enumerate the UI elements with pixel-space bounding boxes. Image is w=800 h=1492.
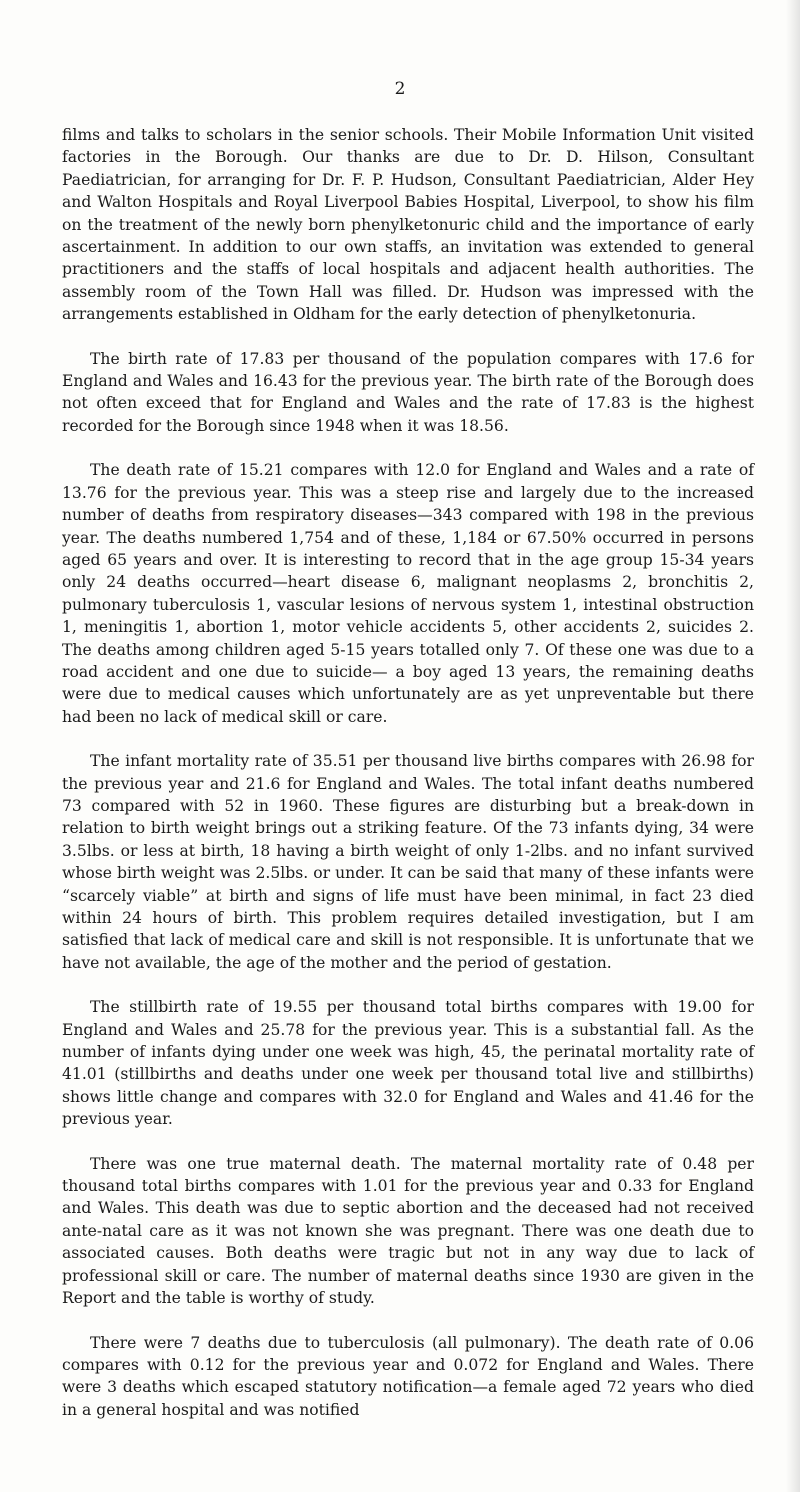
page-edge-shadow	[786, 0, 800, 1492]
paragraph-infant-mortality: The infant mortality rate of 35.51 per thousand live births compares with 26.98 for the previous year and 21.6 for England and Wales. The total infant deaths numbered 73 compared with 52 in 1960. These figures are disturbing but a break-down in relation to birth weight brings out a striking feature. Of the 73 infants dying, 34 were 3.5lbs. or less at birth, 18 having a birth weight of only 1-2lbs. and no infant survived whose birth weight was 2.5lbs. or under. It can be said that many of these infants were “scarcely viable” at birth and signs of life must have been minimal, in fact 23 died within 24 hours of birth. This problem requires detailed investigation, but I am satisfied that lack of medical care and skill is not responsible. It is unfortunate that we have not available, the age of the mother and the period of gestation.	[62, 752, 754, 972]
paragraph-birth-rate: The birth rate of 17.83 per thousand of the population compares with 17.6 for England and Wales and 16.43 for the previous year. The birth rate of the Borough does not often exceed that for England and Wales and the rate of 17.83 is the highest recorded for the Borough since 1948 when it was 18.56.	[62, 349, 754, 435]
body-text	[62, 124, 754, 1443]
paragraph-maternal-death: There was one true maternal death. The maternal mortality rate of 0.48 per thousand total births compares with 1.01 for the previous year and 0.33 for England and Wales. This death was due to septic abortion and the deceased had not received ante-natal care as it was not known she was pregnant. There was one death due to associated causes. Both deaths were tragic but not in any way due to lack of professional skill or care. The number of maternal deaths since 1930 are given in the Report and the table is worthy of study.	[62, 1154, 754, 1308]
paragraph-death-rate: The death rate of 15.21 compares with 12.0 for England and Wales and a rate of 13.76 for the previous year. This was a steep rise and largely due to the increased number of deaths from respiratory diseases—343 compared with 198 in the previous year. The deaths numbered 1,754 and of these, 1,184 or 67.50% occurred in persons aged 65 years and over. It is interesting to record that in the age group 15-34 years only 24 deaths occurred—heart disease 6, malignant neoplasms 2, bronchitis 2, pulmonary tuberculosis 1, vascular lesions of nervous system 1, intestinal obstruction 1, meningitis 1, abortion 1, motor vehicle accidents 5, other accidents 2, suicides 2. The deaths among children aged 5-15 years totalled only 7. Of these one was due to a road accident and one due to suicide— a boy aged 13 years, the remaining deaths were due to medical causes which unfortunately are as yet unpreventable but there had been no lack of medical skill or care.	[62, 461, 754, 726]
paragraph-tuberculosis: There were 7 deaths due to tuberculosis (all pulmonary). The death rate of 0.06 compares with 0.12 for the previous year and 0.072 for England and Wales. There were 3 deaths which escaped statutory notification—a female aged 72 years who died in a general hospital and was notified	[62, 1333, 754, 1419]
page-number: 2	[394, 79, 406, 99]
paragraph-health-education: films and talks to scholars in the senior schools. Their Mobile Information Unit visited factories in the Borough. Our thanks are due to Dr. D. Hilson, Consultant Paediatrician, for arranging for Dr. F. P. Hudson, Consultant Paediatrician, Alder Hey and Walton Hospitals and Royal Liverpool Babies Hospital, Liverpool, to show his film on the treatment of the newly born phenylketonuric child and the importance of early ascertainment. In addition to our own staffs, an invitation was extended to general practitioners and the staffs of local hospitals and adjacent health authorities. The assembly room of the Town Hall was filled. Dr. Hudson was impressed with the arrangements established in Oldham for the early detection of phenylketonuria.	[62, 126, 754, 324]
paragraph-stillbirth-rate: The stillbirth rate of 19.55 per thousand total births compares with 19.00 for England and Wales and 25.78 for the previous year. This is a substantial fall. As the number of infants dying under one week was high, 45, the perinatal mortality rate of 41.01 (stillbirths and deaths under one week per thousand total live and stillbirths) shows little change and compares with 32.0 for England and Wales and 41.46 for the previous year.	[62, 998, 754, 1129]
